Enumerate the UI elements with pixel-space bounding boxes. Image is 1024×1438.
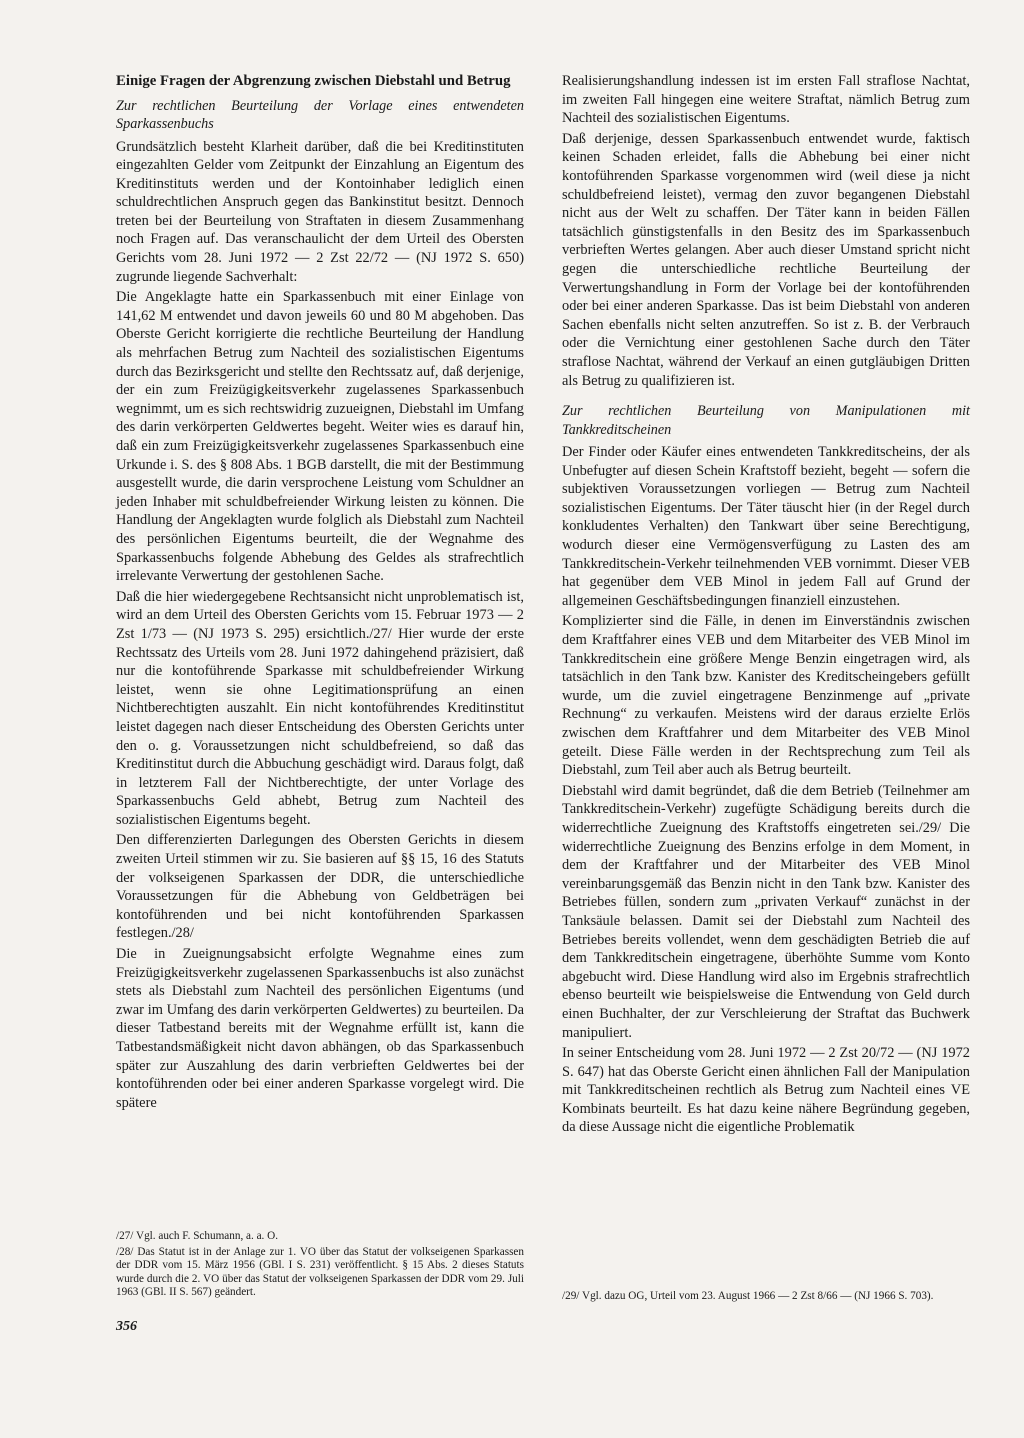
footnote: /29/ Vgl. dazu OG, Urteil vom 23. August 1966 — 2 Zst 8/66 — (NJ 1966 S. 703).	[562, 1290, 934, 1302]
page-number: 356	[116, 1319, 137, 1334]
paragraph: Der Finder oder Käufer eines entwendeten Tankkreditscheins, der als Unbefugter auf diesen Schein Kraftstoff bezieht, begeht — sofern die subjektiven Voraussetzungen vorliegen — Betrug zum Nachteil sozialistischen Eigentums. Der Täter täuscht hier (in der Regel durch konkludentes Verhalten) den Tankwart über seine Berechtigung, wodurch dieser eine Vermögensverfügung zu Lasten des am Tankkreditschein-Verkehr teilnehmenden VEB vornimmt. Dieser VEB hat gegenüber dem VEB Minol in jedem Fall auf Grund der allgemeinen Geschäftsbedingungen finanziell einzustehen.	[562, 444, 970, 609]
paragraph: Realisierungshandlung indessen ist im ersten Fall straflose Nachtat, im zweiten Fall hingegen eine weitere Straftat, nämlich Betrug zum Nachteil des sozialistischen Eigentums.	[562, 73, 970, 127]
article-heading: Einige Fragen der Abgrenzung zwischen Diebstahl und Betrug	[116, 73, 511, 89]
footnote: /27/ Vgl. auch F. Schumann, a. a. O.	[116, 1230, 279, 1242]
section-subheading: Zur rechtlichen Beurteilung der Vorlage eines entwendeten Sparkassenbuchs	[116, 97, 524, 132]
left-column	[116, 72, 524, 1114]
paragraph: Die Angeklagte hatte ein Sparkassenbuch mit einer Einlage von 141,62 M entwendet und davon jeweils 60 und 80 M abgehoben. Das Oberste Gericht korrigierte die rechtliche Beurteilung der Handlung als mehrfachen Betrug zum Nachteil des sozialistischen Eigentums durch das Bezirksgericht und stellte den Rechtssatz auf, daß derjenige, der ein zum Freizügigkeitsverkehr zugelassenes Sparkassenbuch wegnimmt, um es sich rechtswidrig zuzueignen, Diebstahl im Umfang des darin verkörperten Geldwertes begeht. Weiter wies es darauf hin, daß ein zum Freizügigkeitsverkehr zugelassenes Sparkassenbuch eine Urkunde i. S. des § 808 Abs. 1 BGB darstellt, die mit der Bestimmung ausgestellt wurde, die darin versprochene Leistung vom Schuldner an jeden Inhaber mit schuldbefreiender Wirkung leisten zu können. Die Handlung der Angeklagten wurde folglich als Diebstahl zum Nachteil des persönlichen Eigentums beurteilt, die der Wegnahme des Sparkassenbuchs folgende Abhebung des Geldes als strafrechtlich irrelevante Verwertung der gestohlenen Sache.	[116, 289, 524, 585]
right-column	[562, 72, 970, 1139]
section-subheading: Zur rechtlichen Beurteilung von Manipulationen mit Tankkreditscheinen	[562, 403, 970, 438]
paragraph: In seiner Entscheidung vom 28. Juni 1972 — 2 Zst 20/72 — (NJ 1972 S. 647) hat das Oberste Gericht einen ähnlichen Fall der Manipulation mit Tankkreditscheinen rechtlich als Betrug zum Nachteil eines VE Kombinats beurteilt. Es hat dazu keine nähere Begründung gegeben, da diese Aussage nicht die eigentliche Problematik	[562, 1045, 970, 1136]
paragraph: Daß die hier wiedergegebene Rechtsansicht nicht unproblematisch ist, wird an dem Urteil des Obersten Gerichts vom 15. Februar 1973 — 2 Zst 1/73 — (NJ 1973 S. 295) ersichtlich./27/ Hier wurde der erste Rechtssatz des Urteils vom 28. Juni 1972 dahingehend präzisiert, daß nur die kontoführende Sparkasse mit schuldbefreiender Wirkung leistet, wenn sie ohne Legitimationsprüfung an einen Nichtberechtigten auszahlt. Ein nicht kontoführendes Kreditinstitut leistet dagegen nach dieser Entscheidung des Obersten Gerichts unter den o. g. Voraussetzungen nicht schuldbefreiend, so daß das Kreditinstitut durch die Abbuchung geschädigt wird. Daraus folgt, daß in letzterem Fall der Nichtberechtigte, der unter Vorlage des Sparkassenbuchs Geld abhebt, Betrug zum Nachteil des sozialistischen Eigentums begeht.	[116, 588, 524, 828]
footnote: /28/ Das Statut ist in der Anlage zur 1. VO über das Statut der volkseigenen Sparkassen der DDR vom 15. März 1956 (GBl. I S. 231) veröffentlicht. § 15 Abs. 2 dieses Statuts wurde durch die 2. VO über das Statut der volkseigenen Sparkassen der DDR vom 29. Juli 1963 (GBl. II S. 567) geändert.	[116, 1246, 524, 1298]
footnotes-right	[562, 1290, 970, 1306]
paragraph: Grundsätzlich besteht Klarheit darüber, daß die bei Kreditinstituten eingezahlten Gelder vom Zeitpunkt der Einzahlung an Eigentum des Kreditinstituts werden und der Kontoinhaber lediglich einen schuldrechtlichen Anspruch gegen das Bankinstitut besitzt. Dennoch treten bei der Beurteilung von Straftaten in diesem Zusammenhang noch Fragen auf. Das veranschaulicht der dem Urteil des Obersten Gerichts vom 28. Juni 1972 — 2 Zst 22/72 — (NJ 1972 S. 650) zugrunde liegende Sachverhalt:	[116, 138, 524, 285]
paragraph: Den differenzierten Darlegungen des Obersten Gerichts in diesem zweiten Urteil stimmen wir zu. Sie basieren auf §§ 15, 16 des Statuts der volkseigenen Sparkassen der DDR, die unterschiedliche Voraussetzungen für die Abhebung von Geldbeträgen bei kontoführenden und bei nicht kontoführenden Sparkassen festlegen./28/	[116, 832, 524, 942]
paragraph: Komplizierter sind die Fälle, in denen im Einverständnis zwischen dem Kraftfahrer eines VEB und dem Mitarbeiter des VEB Minol im Tankkreditschein eine größere Menge Benzin eingetragen wird, als tatsächlich in den Tank bzw. Kanister des Kreditscheingebers gefüllt wurde, um die zuviel eingetragene Benzinmenge auf „private Rechnung“ zu verkaufen. Meistens wird der daraus erzielte Erlös zwischen dem Kraftfahrer und dem Mitarbeiter des VEB Minol geteilt. Diese Fälle werden in der Rechtsprechung zum Teil als Diebstahl, zum Teil aber auch als Betrug beurteilt.	[562, 613, 970, 779]
paragraph: Daß derjenige, dessen Sparkassenbuch entwendet wurde, faktisch keinen Schaden erleidet, falls die Abhebung bei einer nicht kontoführenden Sparkasse vorgenommen wird (weil diese ja nicht schuldbefreiend leistet), vermag den zuvor begangenen Diebstahl nicht aus der Welt zu schaffen. Der Täter kann in beiden Fällen tatsächlich günstigstenfalls in den Besitz des im Sparkassenbuch verbrieften Wertes gelangen. Aber auch dieser Umstand spricht nicht gegen die unterschiedliche rechtliche Beurteilung der Verwertungshandlung in Form der Vorlage bei der kontoführenden oder bei einer anderen Sparkasse. Das ist beim Diebstahl von anderen Sachen ebenfalls nicht selten anzutreffen. So ist z. B. der Verbrauch oder die Vernichtung einer gestohlenen Sache durch den Täter straflose Nachtat, während der Verkauf an einen gutgläubigen Dritten als Betrug zu qualifizieren ist.	[562, 130, 970, 389]
paragraph: Diebstahl wird damit begründet, daß die dem Betrieb (Teilnehmer am Tankkreditschein-Verkehr) zugefügte Schädigung bereits durch die widerrechtliche Zueignung des Kraftstoffs eingetreten sei./29/ Die widerrechtliche Zueignung des Benzins erfolge in dem Moment, in dem der Kraftfahrer und der Mitarbeiter des VEB Minol vereinbarungsgemäß das Benzin nicht in den Tank bzw. Kanister des Betriebes füllen, sondern zum „privaten Verkauf“ zunächst in der Tanksäule belassen. Damit sei der Diebstahl zum Nachteil des Betriebes bereits vollendet, wenn dem geschädigten Betrieb die auf dem Tankkreditschein eingetragene, überhöhte Summe vom Konto abgebucht wird. Diese Handlung wird also im Ergebnis strafrechtlich ebenso beurteilt wie beispielsweise die Entwendung von Geld durch einen Buchhalter, der zur Verschleierung der Straftat das Buchwerk manipuliert.	[562, 782, 970, 1041]
paragraph: Die in Zueignungsabsicht erfolgte Wegnahme eines zum Freizügigkeitsverkehr zugelassenen Sparkassenbuchs ist also zunächst stets als Diebstahl zum Nachteil des persönlichen Eigentums (und zwar im Umfang des darin verkörperten Geldwertes) zu beurteilen. Da dieser Tatbestand bereits mit der Wegnahme erfüllt ist, kann die Tatbestandsmäßigkeit nicht davon abhängen, ob das Sparkassenbuch später zur Auszahlung des darin verbrieften Geldwertes bei der kontoführenden oder bei einer anderen Sparkasse vorgelegt wird. Die spätere	[116, 946, 524, 1111]
footnotes-left	[116, 1230, 524, 1302]
